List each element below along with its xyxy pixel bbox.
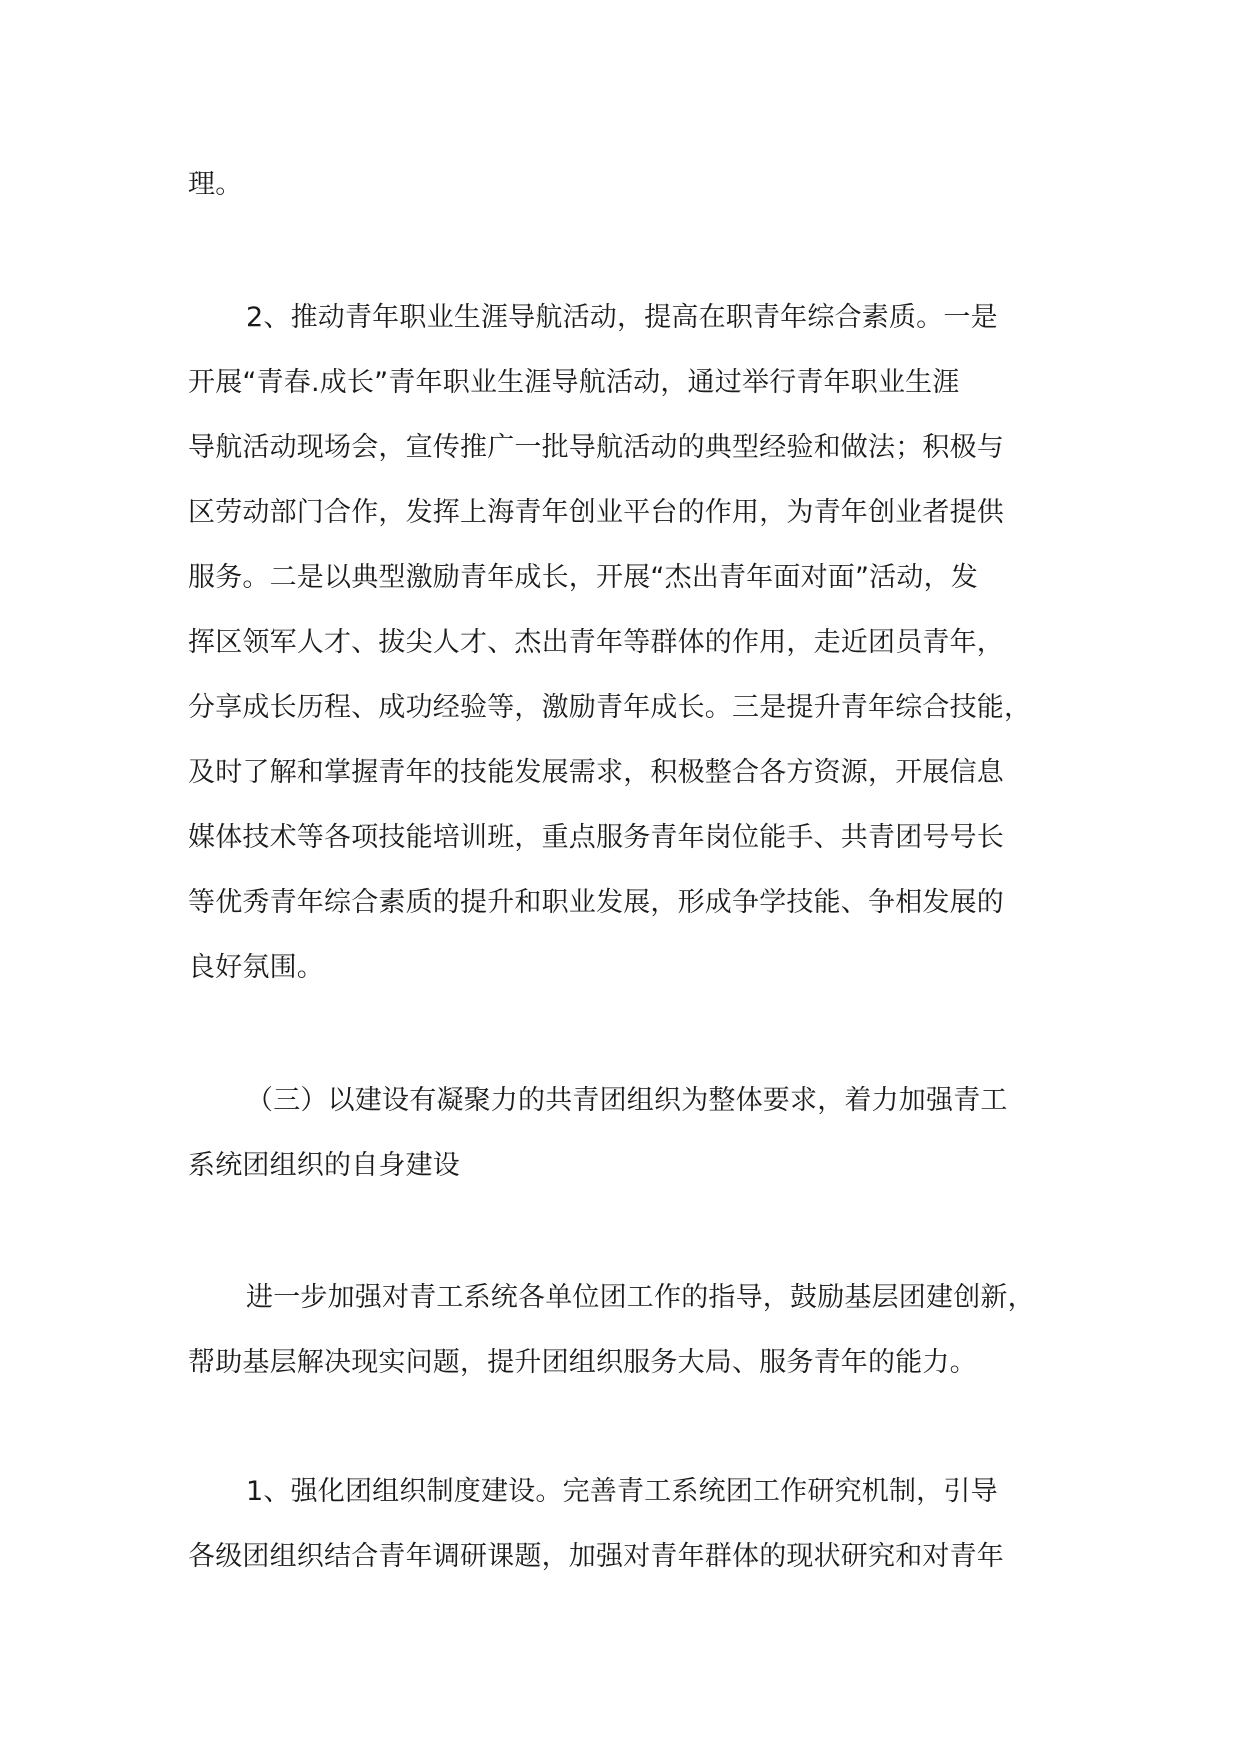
text-line: 良好氛围。 [188,952,324,983]
text-line: 1、强化团组织制度建设。完善青工系统团工作研究机制，引导 [246,1476,998,1507]
text-line: （三）以建设有凝聚力的共青团组织为整体要求，着力加强青工 [246,1085,1008,1116]
text-line: 分享成长历程、成功经验等，激励青年成长。三是提升青年综合技能， [188,692,1032,723]
paragraph-continuation [188,152,1068,217]
text-line: 媒体技术等各项技能培训班，重点服务青年岗位能手、共青团号号长 [188,822,1004,853]
text-line: 及时了解和掌握青年的技能发展需求，积极整合各方资源，开展信息 [188,757,1004,788]
text-line: 帮助基层解决现实问题，提升团组织服务大局、服务青年的能力。 [188,1347,977,1378]
text-line: 各级团组织结合青年调研课题，加强对青年群体的现状研究和对青年 [188,1541,1004,1572]
text-line: 系统团组织的自身建设 [188,1150,460,1181]
paragraph-system-building [188,1459,1068,1589]
text-line: 理。 [188,169,243,200]
text-line: 区劳动部门合作，发挥上海青年创业平台的作用，为青年创业者提供 [188,497,1004,528]
paragraph-guidance [188,1265,1068,1395]
text-line: 导航活动现场会，宣传推广一批导航活动的典型经验和做法；积极与 [188,432,1004,463]
paragraph-career-navigation [188,285,1068,1000]
text-line: 等优秀青年综合素质的提升和职业发展，形成争学技能、争相发展的 [188,887,1004,918]
text-line: 挥区领军人才、拔尖人才、杰出青年等群体的作用，走近团员青年， [188,627,1004,658]
text-line: 进一步加强对青工系统各单位团工作的指导，鼓励基层团建创新， [246,1282,1035,1313]
text-line: 服务。二是以典型激励青年成长，开展“杰出青年面对面”活动，发 [188,562,978,593]
text-line: 开展“青春.成长”青年职业生涯导航活动，通过举行青年职业生涯 [188,367,960,398]
text-line: 2、推动青年职业生涯导航活动，提高在职青年综合素质。一是 [246,302,998,333]
section-heading-three [188,1068,1068,1198]
